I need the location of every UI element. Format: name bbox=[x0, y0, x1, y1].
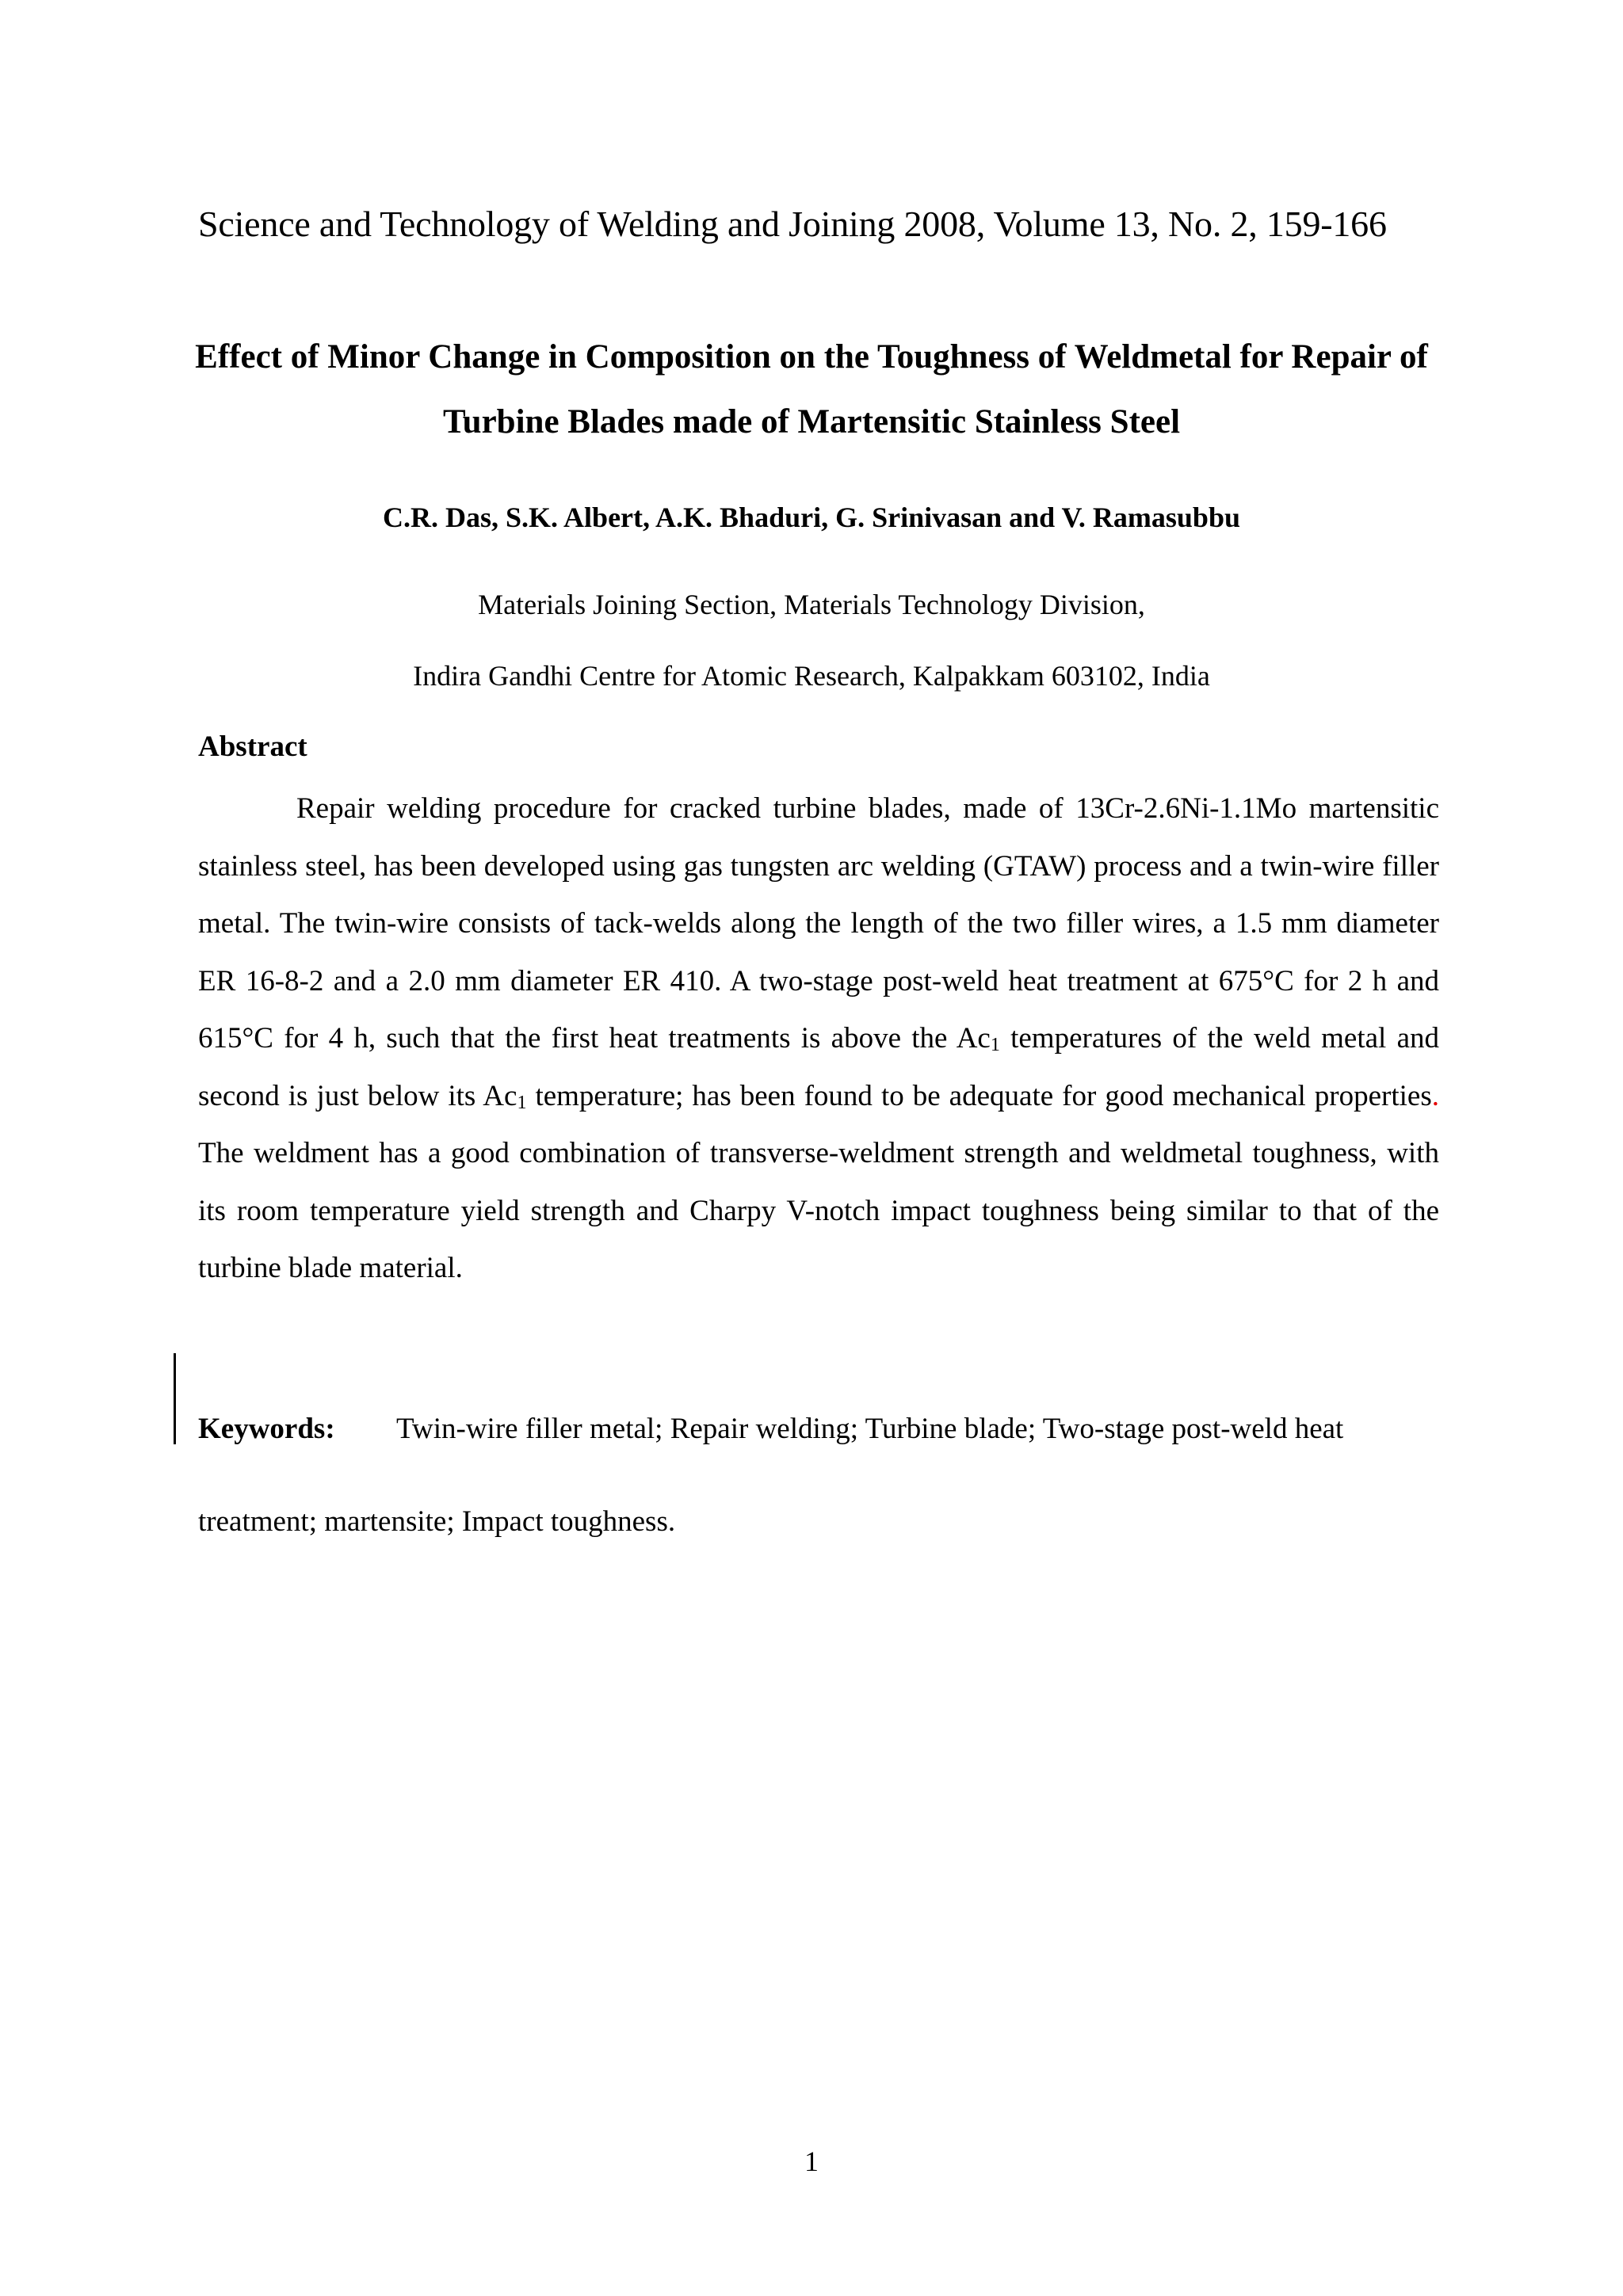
journal-citation: Science and Technology of Welding and Joining 2008, Volume 13, No. 2, 159-166 bbox=[198, 204, 1387, 244]
paper-title: Effect of Minor Change in Composition on the Toughness of Weldmetal for Repair of Turbine Blades made of Martensitic Stainless Steel bbox=[195, 338, 1428, 441]
subscript-1: 1 bbox=[990, 1035, 1000, 1055]
abstract-heading: Abstract bbox=[198, 730, 307, 763]
revision-change-bar bbox=[174, 1353, 176, 1444]
abstract-text-part-2: temperatures of the weld metal and second is just below its Ac bbox=[198, 1022, 1439, 1112]
keywords-paragraph bbox=[198, 1383, 1439, 1568]
subscript-2: 1 bbox=[517, 1092, 527, 1113]
abstract-text-part-3: temperature; has been found to be adequate for good mechanical properties bbox=[526, 1079, 1432, 1112]
keywords-text: Twin-wire filler metal; Repair welding; Turbine blade; Two-stage post-weld heat treatment; martensite; Impact toughness. bbox=[198, 1413, 1344, 1538]
author-list: C.R. Das, S.K. Albert, A.K. Bhaduri, G. Srinivasan and V. Ramasubbu bbox=[383, 502, 1240, 533]
abstract-text-part-4: The weldment has a good combination of transverse-weldment strength and weldmetal toughness, with its room temperature yield strength and Charpy V-notch impact toughness being similar to that of the turbine blade material. bbox=[198, 1137, 1439, 1284]
page-number: 1 bbox=[804, 2145, 819, 2177]
abstract-body bbox=[198, 780, 1439, 1298]
keywords-label: Keywords: bbox=[198, 1413, 335, 1445]
affiliation-line-2: Indira Gandhi Centre for Atomic Research, Kalpakkam 603102, India bbox=[413, 660, 1210, 692]
highlighted-period: . bbox=[1431, 1079, 1439, 1112]
affiliation-line-1: Materials Joining Section, Materials Technology Division, bbox=[478, 589, 1145, 620]
abstract-text-part-1: Repair welding procedure for cracked turbine blades, made of 13Cr-2.6Ni-1.1Mo martensitic stainless steel, has been developed using gas tungsten arc welding (GTAW) process and a twin-wire filler metal. The twin-wire consists of tack-welds along the length of the two filler wires, a 1.5 mm diameter ER 16-8-2 and a 2.0 mm diameter ER 410. A two-stage post-weld heat treatment at 675°C for 2 h and 615°C for 4 h, such that the first heat treatments is above the Ac bbox=[198, 792, 1439, 1055]
